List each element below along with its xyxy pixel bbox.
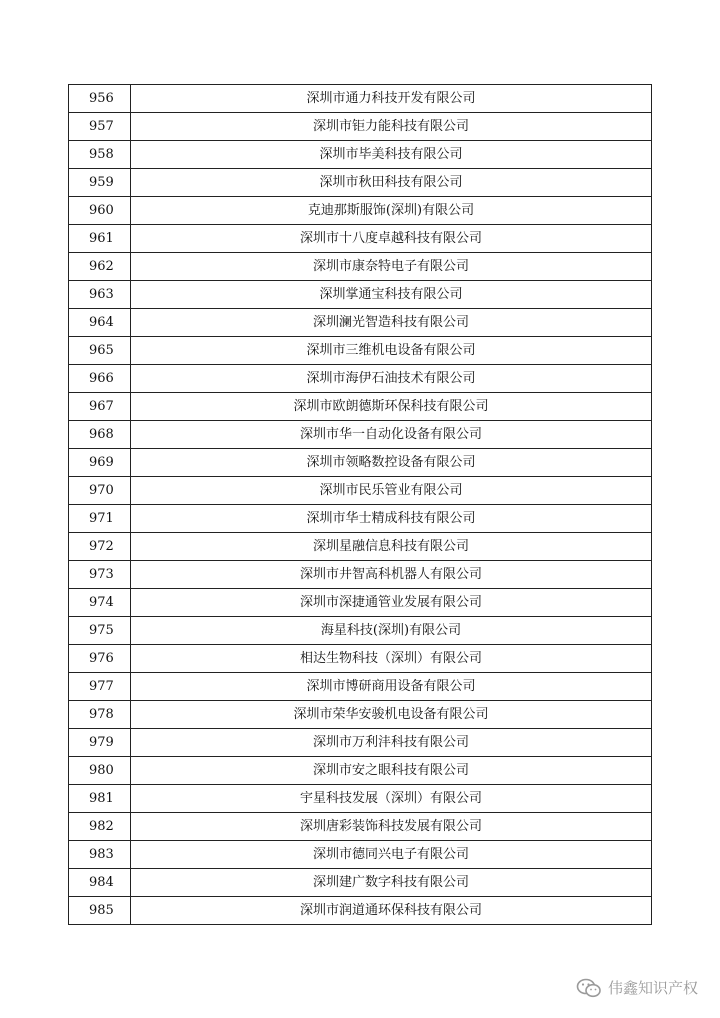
row-number: 970 [69,477,131,505]
row-number: 971 [69,505,131,533]
company-name: 深圳市润道通环保科技有限公司 [131,897,652,925]
table-row [69,337,652,365]
table-row [69,589,652,617]
table-row [69,701,652,729]
row-number: 958 [69,141,131,169]
row-number: 969 [69,449,131,477]
row-number: 977 [69,673,131,701]
table-row [69,113,652,141]
row-number: 973 [69,561,131,589]
table-row [69,897,652,925]
row-number: 980 [69,757,131,785]
table-row [69,645,652,673]
row-number: 962 [69,253,131,281]
table-row [69,421,652,449]
table-row [69,813,652,841]
row-number: 982 [69,813,131,841]
row-number: 963 [69,281,131,309]
company-name: 深圳市深捷通管业发展有限公司 [131,589,652,617]
row-number: 964 [69,309,131,337]
company-name: 深圳星融信息科技有限公司 [131,533,652,561]
company-name: 深圳掌通宝科技有限公司 [131,281,652,309]
company-name: 深圳市荣华安骏机电设备有限公司 [131,701,652,729]
table-row [69,785,652,813]
company-name: 深圳市德同兴电子有限公司 [131,841,652,869]
company-name: 深圳市欧朗德斯环保科技有限公司 [131,393,652,421]
company-name: 深圳市毕美科技有限公司 [131,141,652,169]
company-name: 深圳唐彩装饰科技发展有限公司 [131,813,652,841]
row-number: 960 [69,197,131,225]
row-number: 975 [69,617,131,645]
company-name: 深圳市钜力能科技有限公司 [131,113,652,141]
table-row [69,617,652,645]
company-name: 宇星科技发展（深圳）有限公司 [131,785,652,813]
table-row [69,141,652,169]
row-number: 976 [69,645,131,673]
table-row [69,169,652,197]
table-row [69,85,652,113]
row-number: 966 [69,365,131,393]
company-name: 深圳市博研商用设备有限公司 [131,673,652,701]
watermark [576,977,698,998]
company-name: 深圳市万利沣科技有限公司 [131,729,652,757]
table-row [69,841,652,869]
wechat-icon [576,978,602,998]
table-row [69,197,652,225]
row-number: 965 [69,337,131,365]
row-number: 972 [69,533,131,561]
company-name: 深圳市华一自动化设备有限公司 [131,421,652,449]
table-row [69,225,652,253]
row-number: 957 [69,113,131,141]
company-name: 深圳市三维机电设备有限公司 [131,337,652,365]
table-row [69,309,652,337]
company-name: 深圳市秋田科技有限公司 [131,169,652,197]
table-row [69,561,652,589]
company-name: 深圳市海伊石油技术有限公司 [131,365,652,393]
row-number: 974 [69,589,131,617]
row-number: 959 [69,169,131,197]
table-row [69,729,652,757]
company-name: 深圳市十八度卓越科技有限公司 [131,225,652,253]
row-number: 985 [69,897,131,925]
table-row [69,281,652,309]
company-name: 相达生物科技（深圳）有限公司 [131,645,652,673]
table-row [69,393,652,421]
company-name: 深圳市民乐管业有限公司 [131,477,652,505]
row-number: 956 [69,85,131,113]
table-row [69,673,652,701]
table-row [69,869,652,897]
row-number: 983 [69,841,131,869]
company-name: 深圳市康奈特电子有限公司 [131,253,652,281]
table-row [69,757,652,785]
company-list-table [68,84,652,925]
row-number: 968 [69,421,131,449]
company-name: 深圳市安之眼科技有限公司 [131,757,652,785]
company-name: 海星科技(深圳)有限公司 [131,617,652,645]
row-number: 967 [69,393,131,421]
watermark-text: 伟鑫知识产权 [607,979,698,997]
table-row [69,477,652,505]
table-row [69,253,652,281]
table-body [69,85,652,925]
company-name: 深圳市领略数控设备有限公司 [131,449,652,477]
row-number: 961 [69,225,131,253]
company-name: 深圳市通力科技开发有限公司 [131,85,652,113]
row-number: 981 [69,785,131,813]
table-row [69,533,652,561]
table-row [69,365,652,393]
company-name: 深圳市井智高科机器人有限公司 [131,561,652,589]
company-name: 深圳建广数字科技有限公司 [131,869,652,897]
row-number: 978 [69,701,131,729]
company-name: 克迪那斯服饰(深圳)有限公司 [131,197,652,225]
company-name: 深圳市华士精成科技有限公司 [131,505,652,533]
table-row [69,449,652,477]
row-number: 979 [69,729,131,757]
row-number: 984 [69,869,131,897]
company-name: 深圳澜光智造科技有限公司 [131,309,652,337]
table-row [69,505,652,533]
